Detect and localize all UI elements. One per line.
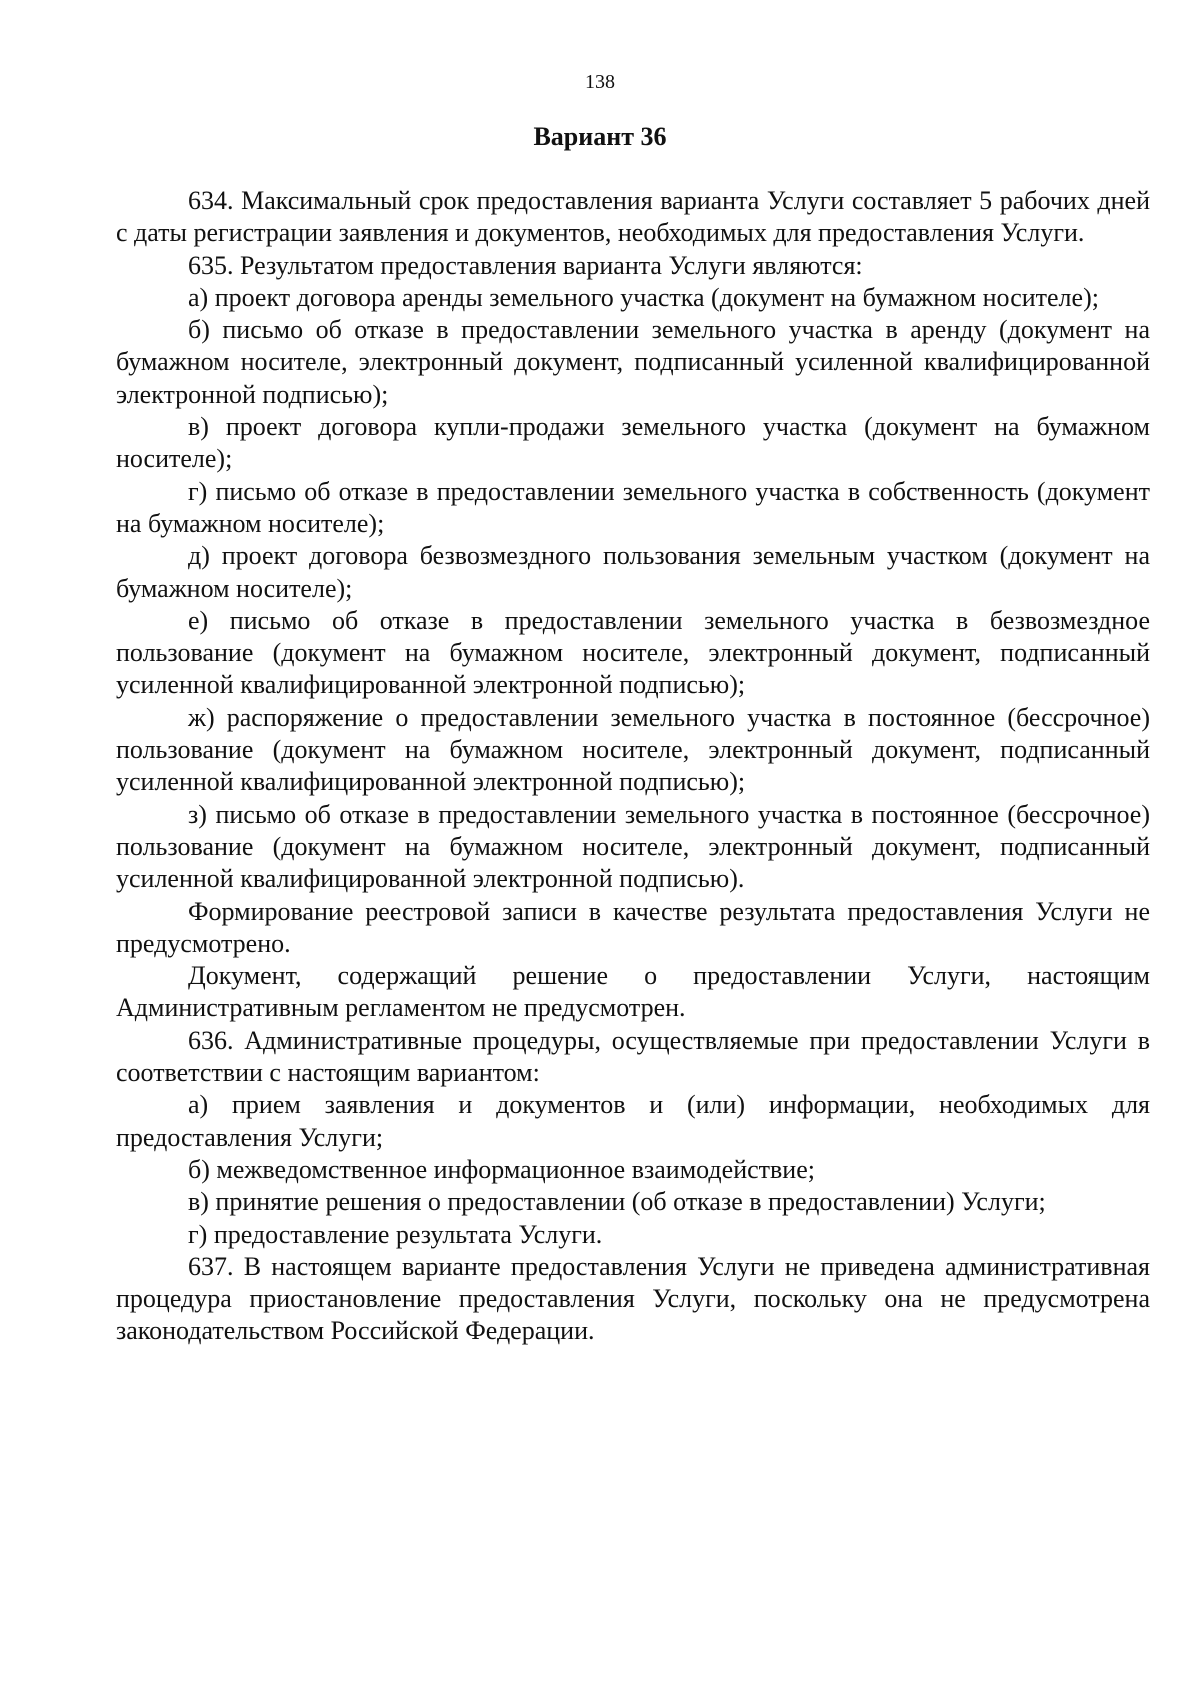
paragraph-636: 636. Административные процедуры, осуществляемые при предоставлении Услуги в соответствии с настоящим вариантом: bbox=[116, 1025, 1150, 1088]
list-item-636-a: а) прием заявления и документов и (или) информации, необходимых для предоставления Услуги; bbox=[116, 1090, 1150, 1152]
list-item-635-e: е) письмо об отказе в предоставлении земельного участка в безвозмездное пользование (документ на бумажном носителе, электронный документ, подписанный усиленной квалифицированной электронной подписью); bbox=[116, 605, 1150, 700]
list-item-635-b: б) письмо об отказе в предоставлении земельного участка в аренду (документ на бумажном носителе, электронный документ, подписанный усиленной квалифицированной электронной подписью); bbox=[116, 315, 1150, 409]
list-item-635-d: д) проект договора безвозмездного пользования земельным участком (документ на бумажном носителе); bbox=[116, 541, 1150, 603]
document-body bbox=[116, 185, 1150, 1348]
list-item-635-v: в) проект договора купли-продажи земельного участка (документ на бумажном носителе); bbox=[116, 412, 1150, 474]
paragraph-decision-document: Документ, содержащий решение о предоставлении Услуги, настоящим Административным регламентом не предусмотрен. bbox=[116, 961, 1150, 1023]
paragraph-637: 637. В настоящем варианте предоставления Услуги не приведена административная процедура приостановление предоставления Услуги, поскольку она не предусмотрена законодательством Российской Федерации. bbox=[116, 1251, 1150, 1346]
list-item-636-v: в) принятие решения о предоставлении (об отказе в предоставлении) Услуги; bbox=[188, 1187, 1046, 1217]
page-number: 138 bbox=[585, 71, 615, 93]
list-item-636-b: б) межведомственное информационное взаимодействие; bbox=[188, 1154, 815, 1184]
paragraph-635: 635. Результатом предоставления варианта Услуги являются: bbox=[188, 250, 863, 280]
list-item-635-g: г) письмо об отказе в предоставлении земельного участка в собственность (документ на бумажном носителе); bbox=[116, 476, 1150, 538]
list-item-636-g: г) предоставление результата Услуги. bbox=[188, 1219, 603, 1249]
list-item-635-zh: ж) распоряжение о предоставлении земельного участка в постоянное (бессрочное) пользование (документ на бумажном носителе, электронный документ, подписанный усиленной квалифицированной электронной подписью); bbox=[116, 702, 1150, 797]
paragraph-registry-record: Формирование реестровой записи в качестве результата предоставления Услуги не предусмотрено. bbox=[116, 896, 1150, 958]
list-item-635-a: а) проект договора аренды земельного участка (документ на бумажном носителе); bbox=[188, 282, 1099, 312]
list-item-635-z: з) письмо об отказе в предоставлении земельного участка в постоянное (бессрочное) пользование (документ на бумажном носителе, электронный документ, подписанный усиленной квалифицированной электронной подписью). bbox=[116, 799, 1150, 894]
page-title: Вариант 36 bbox=[533, 122, 667, 151]
paragraph-634: 634. Максимальный срок предоставления варианта Услуги составляет 5 рабочих дней с даты регистрации заявления и документов, необходимых для предоставления Услуги. bbox=[116, 186, 1150, 248]
